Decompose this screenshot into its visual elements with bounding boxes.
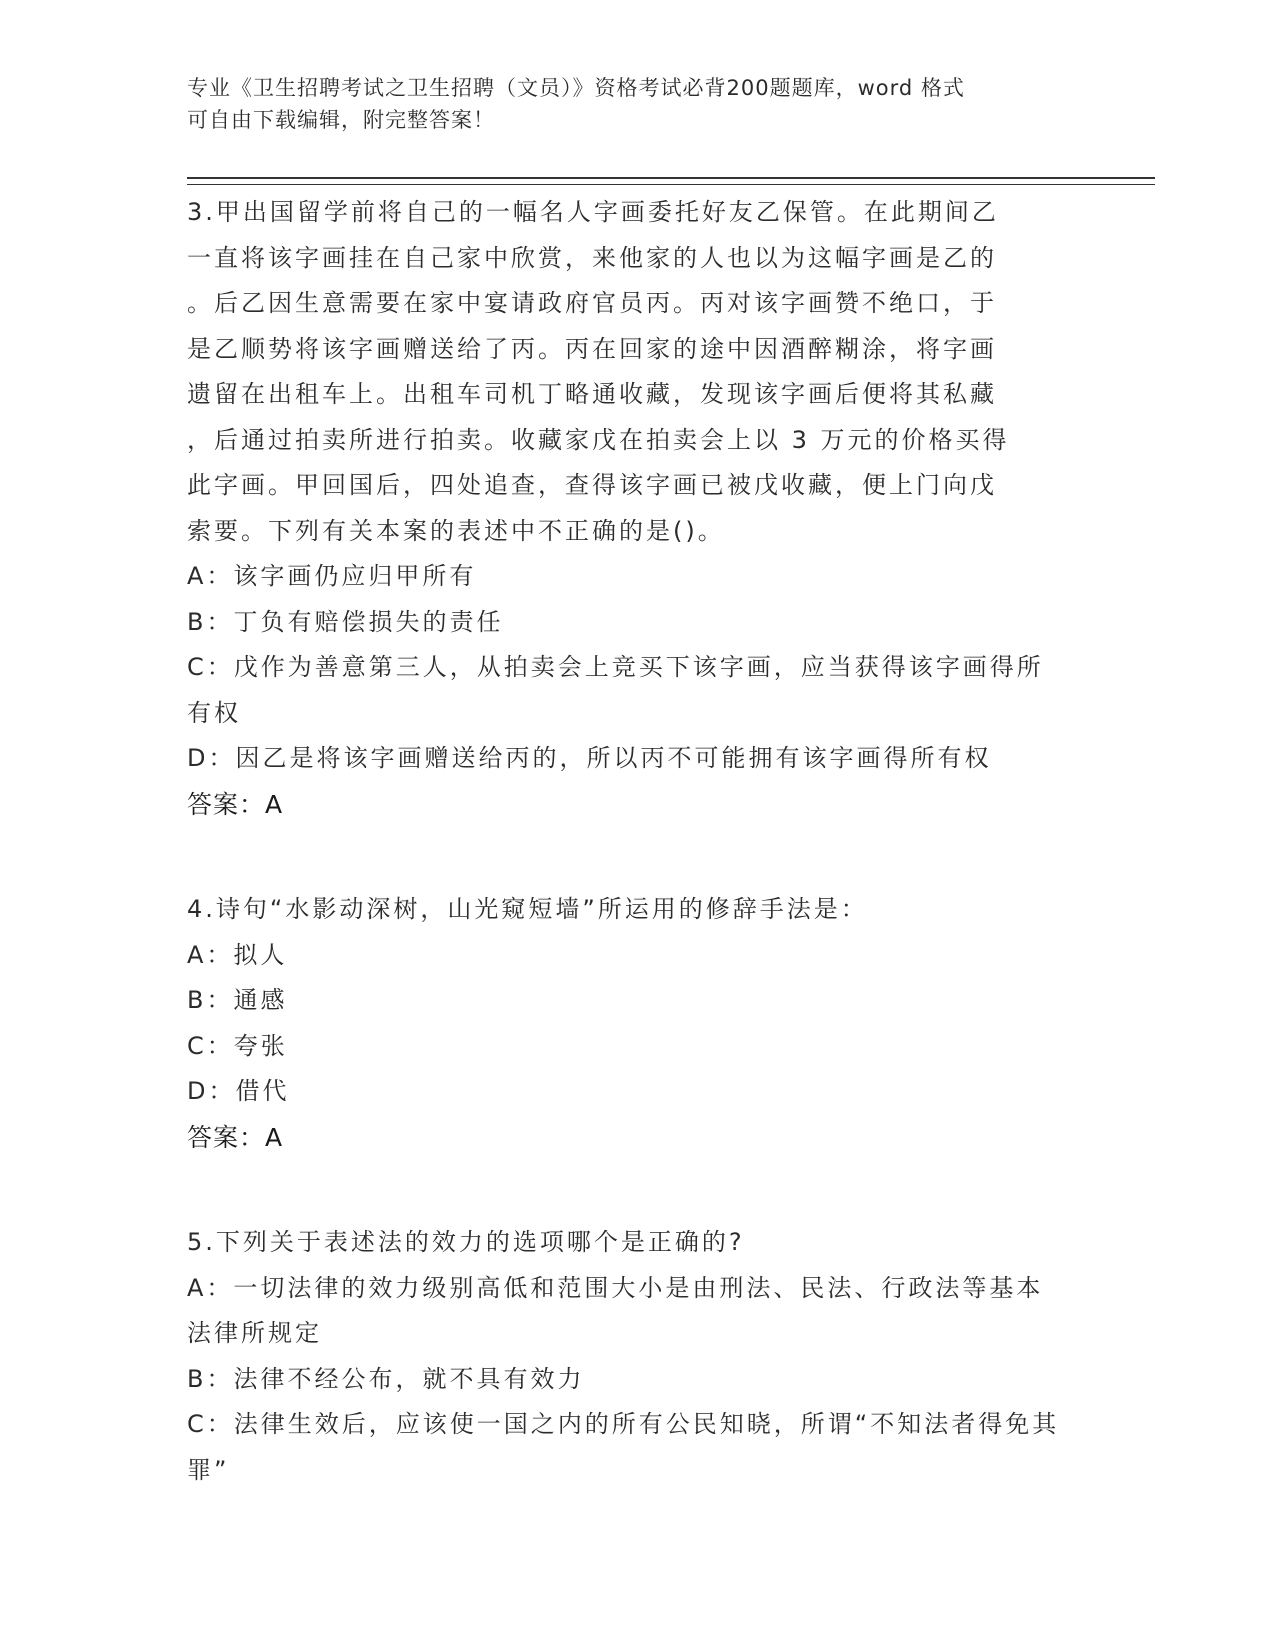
question-list <box>187 190 1067 1553</box>
question-text-line: 是乙顺势将该字画赠送给了丙。丙在回家的途中因酒醉糊涂，将字画 <box>187 334 997 363</box>
question-text-line: 。后乙因生意需要在家中宴请政府官员丙。丙对该字画赞不绝口，于 <box>187 289 997 317</box>
question-text-line: 此字画。甲回国后，四处追查，查得该字画已被戊收藏，便上门向戊 <box>187 471 997 499</box>
question-text-line: 一直将该字画挂在自己家中欣赏，来他家的人也以为这幅字画是乙的 <box>187 243 997 272</box>
option-a: A：一切法律的效力级别高低和范围大小是由刑法、民法、行政法等基本法律所规定 <box>187 1273 1044 1347</box>
question-4 <box>187 887 1067 1160</box>
header-line-1: 专业《卫生招聘考试之卫生招聘（文员）》资格考试必背200题题库，word 格式 <box>187 76 965 100</box>
header-divider <box>187 177 1155 185</box>
option-b: B：通感 <box>187 986 288 1014</box>
question-text-line: 遗留在出租车上。出租车司机丁略通收藏，发现该字画后便将其私藏 <box>187 380 997 408</box>
answer-label: 答案：A <box>187 1122 284 1152</box>
option-b: B：丁负有赔偿损失的责任 <box>187 607 504 636</box>
option-a: A：该字画仍应归甲所有 <box>187 562 477 590</box>
question-text-line: 4.诗句“水影动深树，山光窥短墙”所运用的修辞手法是： <box>187 895 868 923</box>
option-c: C：戊作为善意第三人，从拍卖会上竞买下该字画，应当获得该字画得所有权 <box>187 653 1044 727</box>
question-text-line: 5.下列关于表述法的效力的选项哪个是正确的? <box>187 1228 745 1256</box>
option-c: C：法律生效后，应该使一国之内的所有公民知晓，所谓“不知法者得免其罪” <box>187 1410 1060 1484</box>
question-text-line: 3.甲出国留学前将自己的一幅名人字画委托好友乙保管。在此期间乙 <box>187 198 999 226</box>
question-3 <box>187 190 1067 827</box>
question-text-line: 索要。下列有关本案的表述中不正确的是()。 <box>187 516 725 545</box>
option-b: B：法律不经公布，就不具有效力 <box>187 1364 585 1393</box>
header-line-2: 可自由下载编辑，附完整答案！ <box>187 108 495 132</box>
answer-label: 答案：A <box>187 789 284 819</box>
option-a: A：拟人 <box>187 940 288 969</box>
document-header <box>187 72 1067 136</box>
question-text-line: ，后通过拍卖所进行拍卖。收藏家戊在拍卖会上以 3 万元的价格买得 <box>187 425 1010 454</box>
option-d: D：因乙是将该字画赠送给丙的，所以丙不可能拥有该字画得所有权 <box>187 744 992 772</box>
question-5 <box>187 1220 1067 1493</box>
option-d: D：借代 <box>187 1077 290 1105</box>
option-c: C：夸张 <box>187 1031 288 1060</box>
